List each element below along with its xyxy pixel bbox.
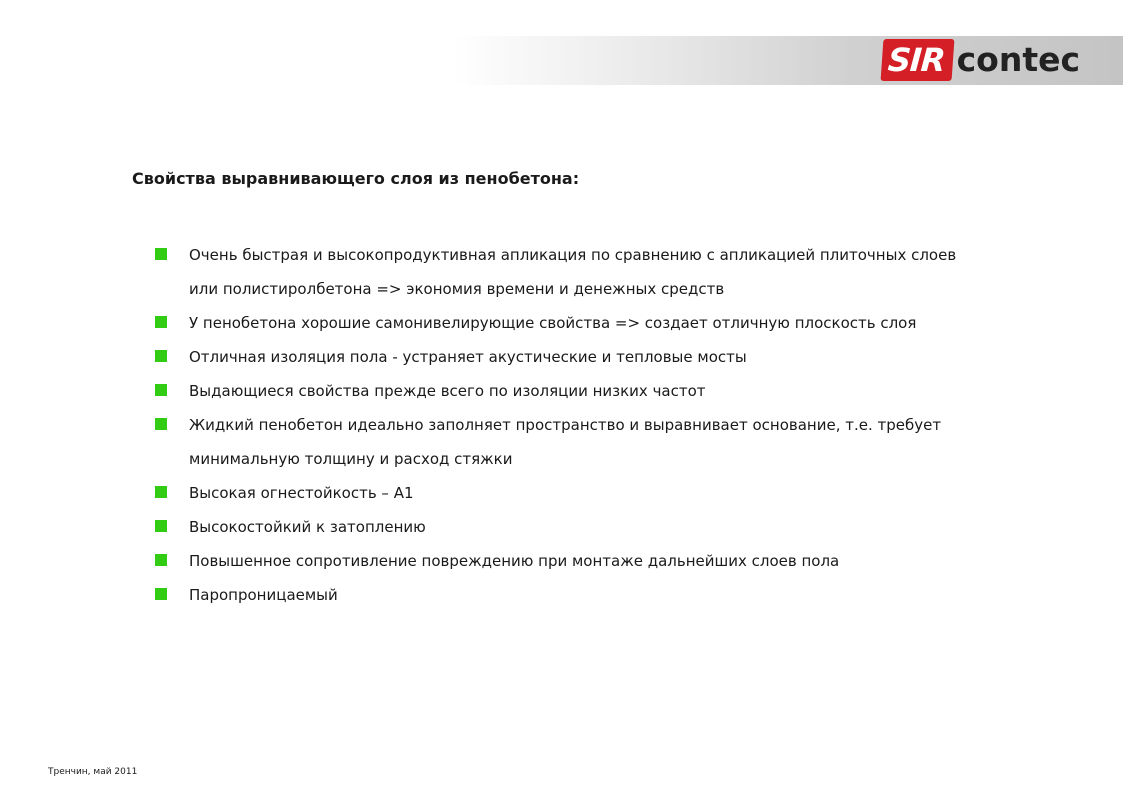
bullet-text: Высокостойкий к затоплению	[189, 518, 426, 536]
page-title: Свойства выравнивающего слоя из пенобетона:	[132, 169, 580, 188]
bullet-text: У пенобетона хорошие самонивелирующие свойства => создает отличную плоскость слоя	[189, 314, 917, 332]
bullet-text: Повышенное сопротивление повреждению при монтаже дальнейших слоев пола	[189, 552, 840, 570]
bullet-square-icon	[155, 248, 167, 260]
bullet-square-icon	[155, 418, 167, 430]
bullet-square-icon	[155, 486, 167, 498]
list-item	[155, 510, 975, 544]
bullet-text: Паропроницаемый	[189, 586, 338, 604]
bullet-square-icon	[155, 588, 167, 600]
sircontec-logo	[882, 38, 1080, 82]
list-item	[155, 544, 975, 578]
bullet-square-icon	[155, 316, 167, 328]
bullet-text: Отличная изоляция пола - устраняет акустические и тепловые мосты	[189, 348, 747, 366]
bullet-text: Очень быстрая и высокопродуктивная апликация по сравнению с апликацией плиточных слоев или полистиролбетона => экономия времени и денежных средств	[189, 246, 957, 298]
bullet-text: Выдающиеся свойства прежде всего по изоляции низких частот	[189, 382, 706, 400]
list-item	[155, 238, 975, 306]
logo-contec-text: contec	[956, 40, 1081, 79]
list-item	[155, 340, 975, 374]
bullet-text: Высокая огнестойкость – A1	[189, 484, 414, 502]
list-item	[155, 578, 975, 612]
list-item	[155, 306, 975, 340]
list-item	[155, 408, 975, 476]
list-item	[155, 476, 975, 510]
bullet-text: Жидкий пенобетон идеально заполняет пространство и выравнивает основание, т.е. требует минимальную толщину и расход стяжки	[189, 416, 942, 468]
logo-sir-mark: SIR	[881, 39, 955, 81]
footer-location-date: Тренчин, май 2011	[48, 767, 138, 777]
bullet-square-icon	[155, 520, 167, 532]
bullet-square-icon	[155, 384, 167, 396]
bullet-square-icon	[155, 554, 167, 566]
list-item	[155, 374, 975, 408]
bullet-list	[155, 238, 975, 612]
bullet-square-icon	[155, 350, 167, 362]
